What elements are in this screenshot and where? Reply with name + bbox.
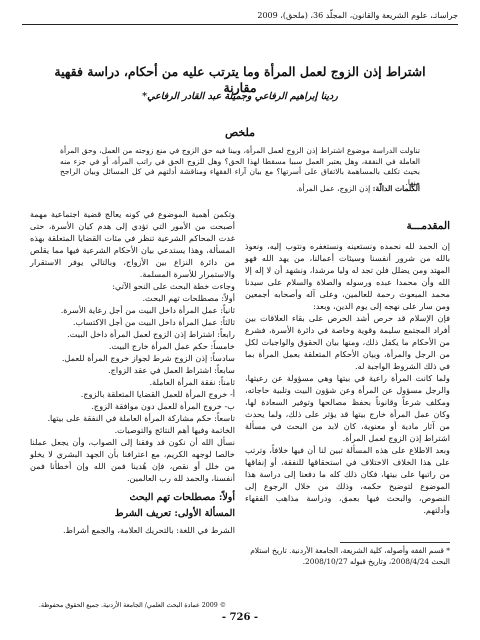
plan-item: سادساً: إذن الزوج شرط لجواز خروج المرأة للعمل. [61, 353, 235, 363]
importance-paragraph: وتكمن أهمية الموضوع في كونه يعالج قضية اجتماعية مهمة أصبحت من الأمور التي تؤدي إلى هدم كيان الأسرة، حتى غدت المحاكم الشرعية تنظر في مئات القضايا المتعلقة بهذه المسألة، وهذا يستدعي بيان الأحكام الشرعية فيها مما يقلص من دائرة النزاع بين الأزواج، وبالتالي يوفر الاستقرار والاستمرار للأسرة المسلمة. [30, 209, 235, 279]
authors: ردينا إبراهيم الرفاعي وجميلة عبد القادر الرفاعي* [142, 91, 338, 102]
intro-heading: المقدمـــة [406, 220, 450, 232]
header-rule [22, 24, 458, 25]
subsection-heading: المسألة الأولى: تعريف الشرط [114, 508, 235, 519]
keywords-label: الكلمات الدالّة: [372, 184, 420, 193]
intro-paragraph-3: ولما كانت المرأة راعية في بيتها وهي مسؤولة عن رعيتها، والرجل مسؤول عن المرأة وعن شؤون البيت وتلبية حاجاته، ومكلف شرعاً وقانوناً بحفظ مصالحها وتوفير السعادة لها، وكان عمل المرأة خارج بيتها قد يؤثر على ذلك، ولما يحدث من آثار مادية أو معنوية، كان لابد من البحث في مسألة اشتراط إذن الزوج لعمل المرأة. [245, 373, 450, 443]
abstract-heading: ملخص [224, 126, 256, 139]
page-number: - 726 - [221, 612, 259, 623]
footnote-rule [340, 542, 450, 543]
closing-paragraph: نسأل الله أن نكون قد وفقنا إلى الصواب، وأن يجعل عملنا خالصا لوجهه الكريم، مع اعترافنا بأن الجهد البشري لا يخلو من خلل أو نقص، فإن هُدينا فمن الله وإن أخطأنا فمن أنفسنا، والحمد لله رب العالمين. [30, 437, 235, 483]
plan-item: سابعاً: اشتراط العمل في عقد الزواج. [108, 365, 235, 375]
abstract-text: تناولت الدراسة موضوع اشتراط إذن الزوج لعمل المرأة، وبينا فيه حق الزوج في منع زوجته من العمل، وحق المرأة العاملة في النفقة، وهل يعتبر العمل سببا مسقطا لهذا الحق؟ وهل للزوج الحق في راتب المرأة، أو في جزء منه بحيث تكلف بالمساهمة بالاتفاق على أسرتها؟ مع بيان آراء الفقهاء ومناقشة أدلتهم في كل المسائل وبيان الراجح منها. [60, 146, 420, 187]
plan-item: ثامناً: نفقة المرأة العاملة. [149, 377, 235, 387]
plan-item: رابعاً: اشتراط إذن الزوج لعمل المرأة داخل البيت. [67, 329, 235, 339]
intro-paragraph-1: إن الحمد لله نحمده ونستعينه ونستغفره ونتوب إليه، ونعوذ بالله من شرور أنفسنا وسيئات أعمالنا، من يهد الله فهو المهتد ومن يضلل فلن تجد له وليا مرشدا، ونشهد أن لا إله إلا الله وأن محمدا عبده ورسوله والصلاة والسلام على سيدنا محمد المبعوث رحمة للعالمين، وعلى آله وأصحابه أجمعين ومن سار على نهجه إلى يوم الدين، وبعد: [245, 241, 450, 311]
intro-paragraph-2: فإن الإسلام قد حرص أشد الحرص على بقاء العلاقات بين أفراد المجتمع سليمة وقوية وخاصة في دائرة الأسرة، فشرع من الأحكام ما يكفل ذلك، ومنها بيان الحقوق والواجبات لكل من الرجل والمرأة، وبيان الأحكام المتعلقة بعمل المرأة بما في ذلك الشروط الواجبة له. [245, 313, 450, 371]
keywords [60, 184, 420, 194]
plan-item: ب- خروج المرأة للعمل دون موافقة الزوج. [91, 401, 235, 411]
section-1-heading: أولاً: مصطلحات تهم البحث [129, 492, 235, 503]
plan-item: ثالثاً: عمل المرأة داخل البيت من أجل الاكتساب. [72, 317, 235, 327]
plan-item: تاسعاً: حكم مشاركة المرأة العاملة في النفقة على بيتها. [47, 413, 235, 423]
footnote: * قسم الفقه وأصوله، كلية الشريعة، الجامعة الأردنية. تاريخ استلام البحث 2008/4/24، وتاريخ قبوله 2008/10/27. [250, 546, 450, 566]
plan-intro: وجاءت خطة البحث على النحو الآتي: [112, 281, 235, 291]
definition-paragraph: الشرط في اللغة: بالتحريك العلامة، والجمع أشراط. [62, 525, 235, 535]
plan-item: خامساً: حكم عمل المرأة خارج البيت. [108, 341, 235, 351]
left-column [30, 208, 235, 536]
article-title: اشتراط إذن الزوج لعمل المرأة وما يترتب عليه من أحكام، دراسة فقهية مقارنة [54, 64, 426, 95]
copyright-notice: © 2009 عمادة البحث العلمي/ الجامعة الأردنية. جميع الحقوق محفوظة. [38, 602, 227, 609]
running-header: جراساتـ، علوم الشريعة والقانون، المجلّد 36، (ملحق)، 2009 [257, 11, 458, 20]
keywords-text: إذن الزوج، عمل المرأة. [296, 184, 371, 193]
plan-item: ثانياً: عمل المرأة داخل البيت من أجل رعاية الأسرة. [60, 305, 235, 315]
plan-item: أولاً: مصطلحات تهم البحث. [142, 293, 235, 303]
intro-paragraph-4: وبعد الاطلاع على هذه المسألة تبين لنا أن فيها خلافاً، وترتب على هذا الخلاف الاختلاف في استحقاقها للنفقة، أو إنفاقها من راتبها على بيتها، فكان ذلك كله ما دفعنا إلى دراسة هذا الموضوع لتوضيح حكمه، وذلك من خلال الرجوع إلى النصوص، والبحث فيها بعمق، ودراسة مذاهب الفقهاء وأدلتهم. [245, 445, 450, 515]
plan-item: أ- خروج المرأة للعمل القضايا المتعلقة بالزوج. [80, 389, 235, 399]
plan-item: الخاتمة وفيها أهم النتائج والتوصيات. [114, 425, 235, 435]
right-column [245, 214, 450, 516]
